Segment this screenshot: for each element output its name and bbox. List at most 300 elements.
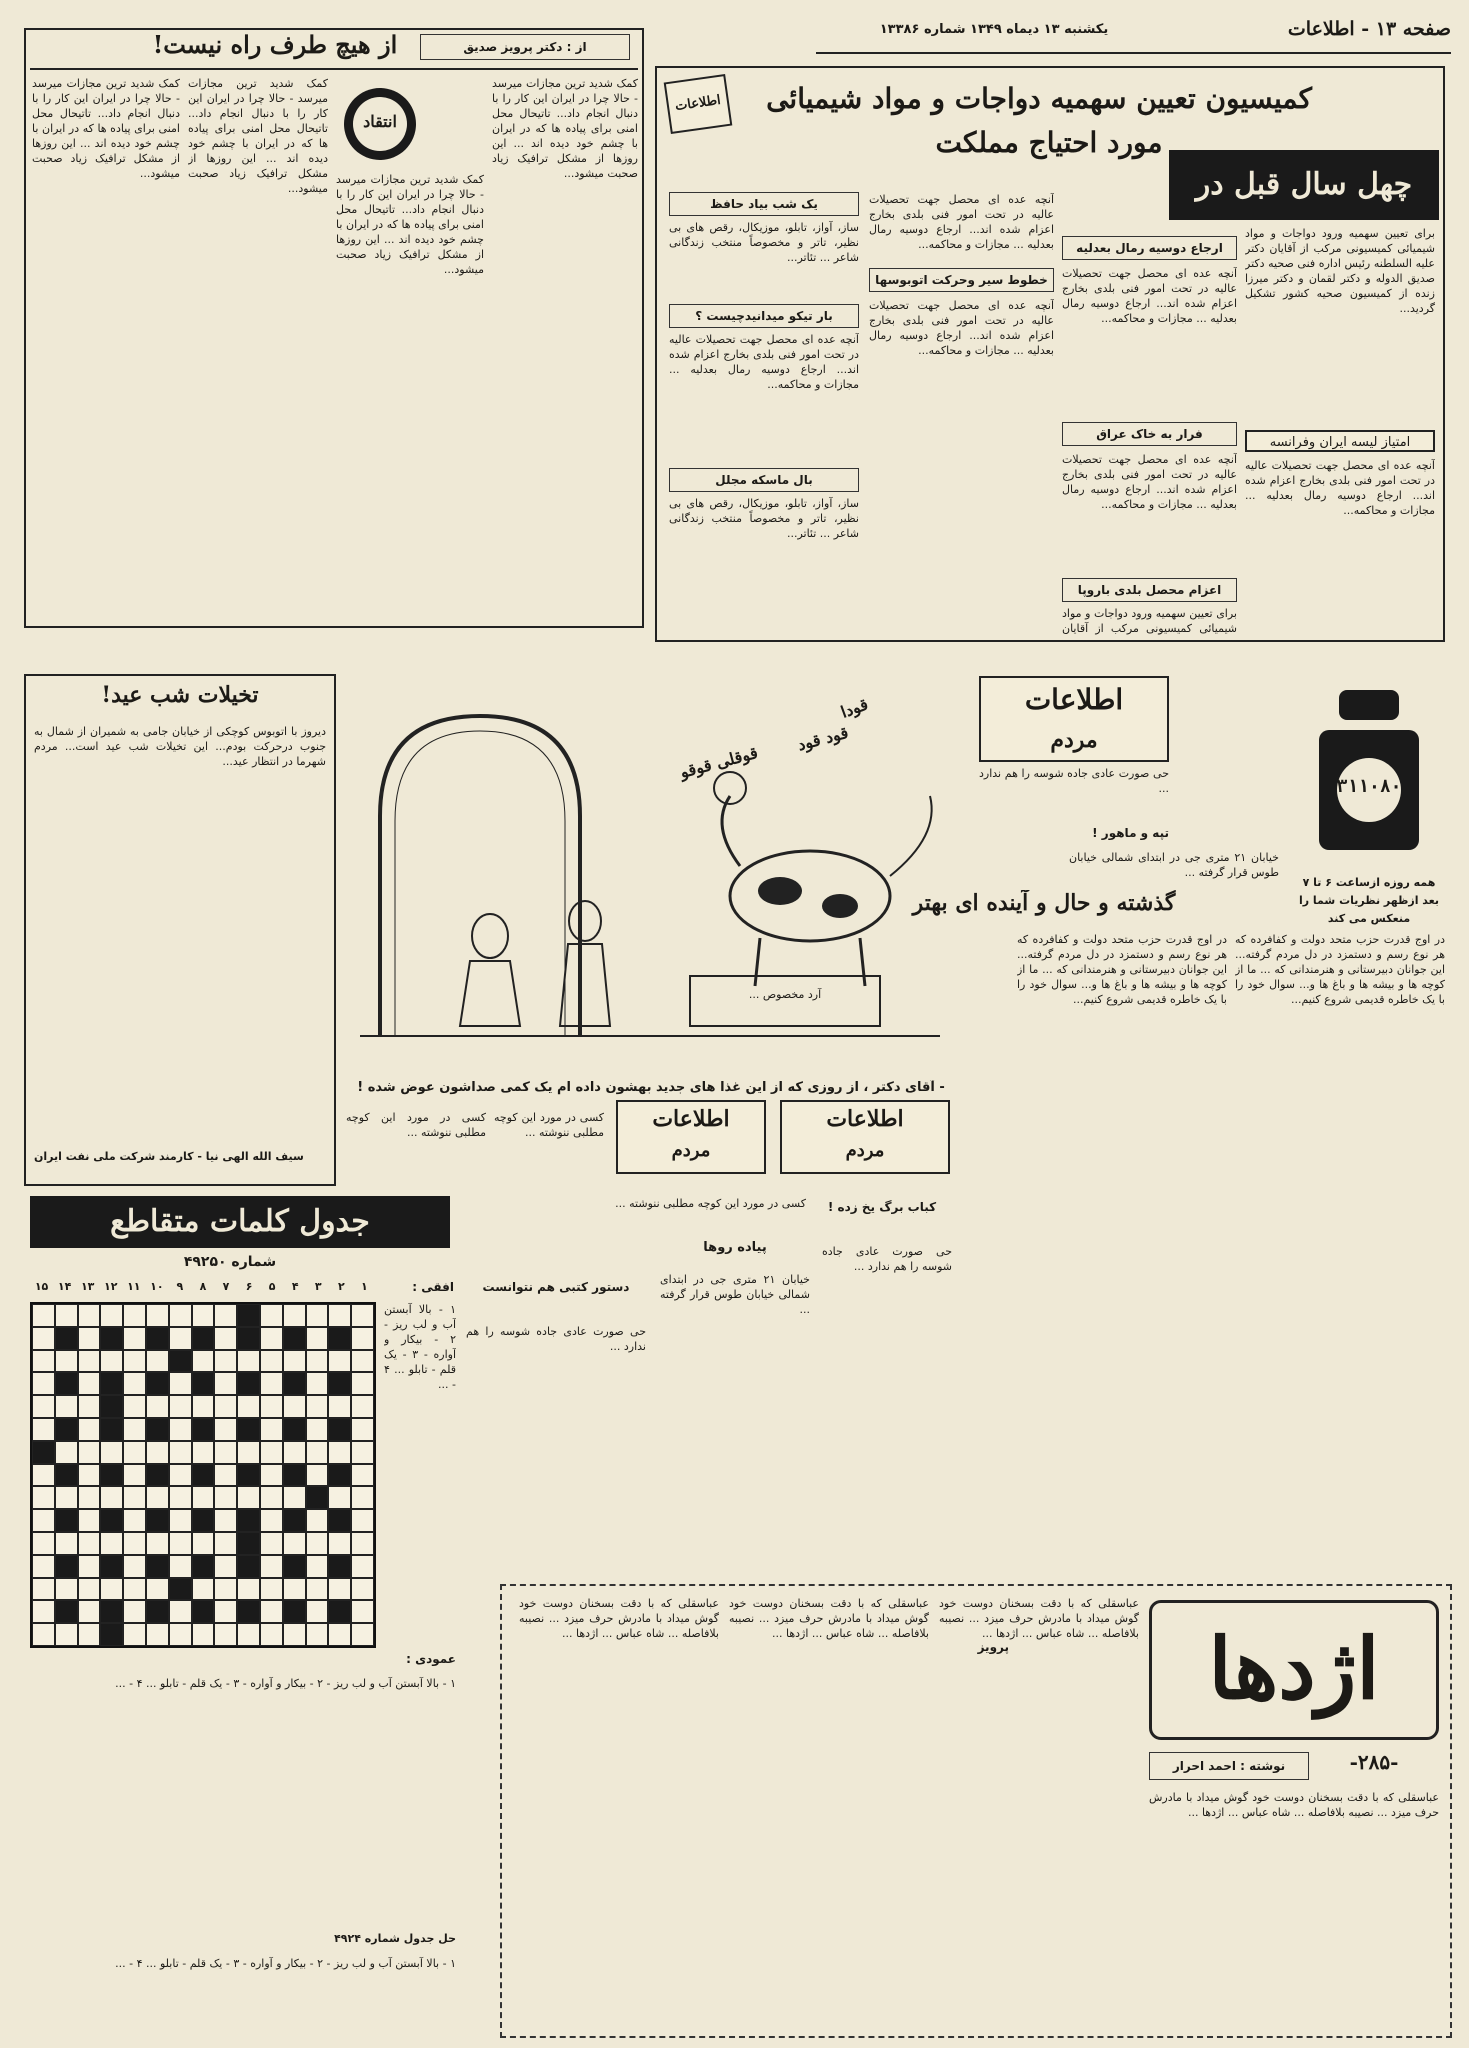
crossword-cell[interactable] bbox=[192, 1350, 215, 1373]
crossword-cell[interactable] bbox=[123, 1418, 146, 1441]
crossword-cell[interactable] bbox=[169, 1418, 192, 1441]
crossword-cell[interactable] bbox=[214, 1623, 237, 1646]
crossword-cell[interactable] bbox=[123, 1304, 146, 1327]
people-logo-1-line1: اطلاعات bbox=[1024, 683, 1124, 716]
crossword-cell bbox=[146, 1418, 169, 1441]
crossword-cell[interactable] bbox=[260, 1372, 283, 1395]
cartoon-under-text-2: کسی در مورد این کوچه مطلبی ننوشته ... bbox=[494, 1111, 604, 1139]
crossword-cell[interactable] bbox=[78, 1600, 101, 1623]
crossword-cell[interactable] bbox=[192, 1395, 215, 1418]
crossword-down-label: عمودی : bbox=[406, 1652, 456, 1666]
crossword-cell[interactable] bbox=[351, 1578, 374, 1601]
crossword-cell bbox=[237, 1555, 260, 1578]
crossword-cell[interactable] bbox=[32, 1304, 55, 1327]
crossword-cell bbox=[100, 1464, 123, 1487]
crossword-cell bbox=[146, 1509, 169, 1532]
crossword-cell[interactable] bbox=[123, 1372, 146, 1395]
azhdaha-col-3: عباسقلی که با دقت بسخنان دوست خود گوش میداد با مادرش حرف میزد ... نصیبه بلافاصله ... شاه عباس ... اژدها ... bbox=[729, 1597, 929, 1640]
crossword-cell[interactable] bbox=[146, 1304, 169, 1327]
crossword-cell[interactable] bbox=[78, 1623, 101, 1646]
crossword-grid[interactable] bbox=[30, 1302, 376, 1648]
col-num: ۱۲ bbox=[104, 1280, 118, 1293]
critique-badge bbox=[336, 84, 424, 164]
crossword-cell[interactable] bbox=[260, 1578, 283, 1601]
crossword-cell bbox=[306, 1486, 329, 1509]
crossword-cell[interactable] bbox=[78, 1418, 101, 1441]
nowhere-title: از هیچ طرف راه نیست! bbox=[152, 30, 398, 59]
crossword-cell[interactable] bbox=[214, 1464, 237, 1487]
crossword-cell[interactable] bbox=[214, 1555, 237, 1578]
crossword-cell bbox=[55, 1372, 78, 1395]
crossword-cell bbox=[192, 1555, 215, 1578]
news-body-4: برای تعیین سهمیه ورود دواجات و مواد شیمیائی کمیسیونی مرکب از آقایان bbox=[1062, 607, 1237, 635]
crossword-cell[interactable] bbox=[78, 1464, 101, 1487]
crossword-cell bbox=[32, 1441, 55, 1464]
crossword-cell[interactable] bbox=[306, 1578, 329, 1601]
crossword-cell bbox=[100, 1418, 123, 1441]
crossword-cell[interactable] bbox=[214, 1418, 237, 1441]
crossword-cell[interactable] bbox=[214, 1441, 237, 1464]
crossword-cell[interactable] bbox=[260, 1418, 283, 1441]
crossword-cell[interactable] bbox=[260, 1395, 283, 1418]
crossword-cell bbox=[328, 1600, 351, 1623]
azhdaha-author: نوشته : احمد احرار bbox=[1149, 1752, 1309, 1780]
crossword-cell bbox=[237, 1464, 260, 1487]
crossword-cell bbox=[100, 1372, 123, 1395]
crossword-cell[interactable] bbox=[237, 1395, 260, 1418]
people-logo-3 bbox=[780, 1100, 950, 1174]
crossword-cell[interactable] bbox=[328, 1578, 351, 1601]
crossword-cell[interactable] bbox=[78, 1395, 101, 1418]
crossword-cell[interactable] bbox=[32, 1418, 55, 1441]
crossword-cell[interactable] bbox=[169, 1464, 192, 1487]
crossword-cell[interactable] bbox=[32, 1327, 55, 1350]
nowhere-author: از : دکتر پرویز صدیق bbox=[420, 34, 630, 60]
col-num: ۱۵ bbox=[34, 1280, 49, 1293]
crossword-cell[interactable] bbox=[55, 1441, 78, 1464]
crossword-cell[interactable] bbox=[283, 1350, 306, 1373]
cartoon-drawing bbox=[340, 676, 960, 1076]
crossword-cell[interactable] bbox=[169, 1395, 192, 1418]
crossword-cell[interactable] bbox=[78, 1578, 101, 1601]
crossword-cell[interactable] bbox=[237, 1350, 260, 1373]
crossword-cell[interactable] bbox=[78, 1532, 101, 1555]
nowhere-col-1: کمک شدید ترین مجازات میرسد - حالا چرا در ایران این کار را با دنبال انجام داد... تاتیحال محل امنی برای پیاده ها که در ایران با چشم خود دیده اند ... این روزها از مشکل ترافیک زیاد صحبت میشود... bbox=[32, 77, 180, 180]
crossword-solution-text: ۱ - بالا آبستن آب و لب ریز - ۲ - بیکار و آواره - ۳ - یک قلم - تابلو ... ۴ - ... bbox=[115, 1957, 456, 1970]
crossword-cell[interactable] bbox=[237, 1486, 260, 1509]
people-snippet-5-title: دستور کتبی هم نتوانست bbox=[482, 1280, 630, 1294]
azhdaha-col-2: عباسقلی که با دقت بسخنان دوست خود گوش میداد با مادرش حرف میزد ... نصیبه بلافاصله ... شاه عباس ... اژدها ... bbox=[939, 1597, 1139, 1640]
crossword-cell[interactable] bbox=[192, 1486, 215, 1509]
crossword-cell bbox=[55, 1509, 78, 1532]
crossword-cell[interactable] bbox=[32, 1509, 55, 1532]
people-logo-1 bbox=[979, 676, 1169, 762]
crossword-cell[interactable] bbox=[55, 1623, 78, 1646]
cartoon-box-label: آرد مخصوص ... bbox=[748, 988, 822, 1001]
crossword-cell[interactable] bbox=[32, 1555, 55, 1578]
crossword-cell bbox=[100, 1555, 123, 1578]
crossword-cell[interactable] bbox=[306, 1532, 329, 1555]
crossword-cell[interactable] bbox=[123, 1623, 146, 1646]
crossword-cell[interactable] bbox=[260, 1532, 283, 1555]
crossword-cell[interactable] bbox=[351, 1395, 374, 1418]
crossword-cell bbox=[100, 1327, 123, 1350]
col-num: ۳ bbox=[314, 1280, 322, 1293]
header-rule bbox=[816, 52, 1451, 54]
crossword-cell[interactable] bbox=[169, 1486, 192, 1509]
crossword-across-label: افقی : bbox=[412, 1280, 454, 1294]
news-body-2: آنچه عده ای محصل جهت تحصیلات عالیه در تحت امور فنی بلدی بخارج اعزام شده اند... ارجاع دوسیه رمال بعدلیه ... مجازات و محاکمه... bbox=[869, 299, 1054, 357]
news-body-1: آنچه عده ای محصل جهت تحصیلات عالیه در تحت امور فنی بلدی بخارج اعزام شده اند... ارجاع دوسیه رمال بعدلیه ... مجازات و محاکمه... bbox=[1062, 267, 1237, 325]
ettelaat-logo-text: اطلاعات bbox=[674, 92, 722, 115]
crossword-cell[interactable] bbox=[351, 1441, 374, 1464]
nowhere-col-3: کمک شدید ترین مجازات میرسد - حالا چرا در ایران این کار را با دنبال انجام داد... تاتیحال محل امنی برای پیاده ها که در ایران با چشم خود دیده اند ... این روزها از مشکل ترافیک زیاد صحبت میشود... bbox=[336, 173, 484, 276]
crossword-cell[interactable] bbox=[32, 1578, 55, 1601]
side-body-2: ساز، آواز، تابلو، موزیکال، رقص های بی نظیر، تاتر و مخصوصاً منتخب زندگانی شاعر ... تئاتر... bbox=[669, 497, 859, 540]
people-snippet-5: حی صورت عادی جاده شوسه را هم ندارد ... bbox=[466, 1325, 646, 1353]
crossword-cell[interactable] bbox=[260, 1441, 283, 1464]
crossword-cell[interactable] bbox=[306, 1464, 329, 1487]
crossword-cell[interactable] bbox=[351, 1372, 374, 1395]
crossword-cell[interactable] bbox=[169, 1327, 192, 1350]
crossword-cell[interactable] bbox=[123, 1327, 146, 1350]
crossword-cell[interactable] bbox=[192, 1441, 215, 1464]
crossword-cell[interactable] bbox=[100, 1578, 123, 1601]
col-num: ۱۱ bbox=[127, 1280, 141, 1293]
crossword-cell bbox=[283, 1600, 306, 1623]
crossword-cell[interactable] bbox=[351, 1532, 374, 1555]
crossword-cell[interactable] bbox=[100, 1486, 123, 1509]
crossword-cell[interactable] bbox=[78, 1441, 101, 1464]
crossword-cell[interactable] bbox=[78, 1372, 101, 1395]
crossword-cell[interactable] bbox=[100, 1304, 123, 1327]
crossword-cell[interactable] bbox=[78, 1304, 101, 1327]
crossword-cell bbox=[283, 1509, 306, 1532]
crossword-cell[interactable] bbox=[32, 1350, 55, 1373]
crossword-cell[interactable] bbox=[169, 1555, 192, 1578]
crossword-cell bbox=[100, 1509, 123, 1532]
crossword-cell[interactable] bbox=[192, 1623, 215, 1646]
crossword-cell[interactable] bbox=[55, 1395, 78, 1418]
crossword-cell[interactable] bbox=[283, 1441, 306, 1464]
crossword-cell[interactable] bbox=[306, 1441, 329, 1464]
crossword-cell[interactable] bbox=[55, 1578, 78, 1601]
crossword-cell bbox=[328, 1464, 351, 1487]
past-present-author: پرویز bbox=[977, 1640, 1009, 1654]
news-heading-3: فرار به خاک عراق bbox=[1062, 422, 1237, 446]
crossword-cell bbox=[55, 1464, 78, 1487]
crossword-cell[interactable] bbox=[328, 1532, 351, 1555]
crossword-cell[interactable] bbox=[351, 1464, 374, 1487]
crossword-cell bbox=[55, 1555, 78, 1578]
azhdaha-col-1: عباسقلی که با دقت بسخنان دوست خود گوش میداد با مادرش حرف میزد ... نصیبه بلافاصله ... شاه عباس ... اژدها ... bbox=[1149, 1791, 1439, 1819]
crossword-cell[interactable] bbox=[214, 1395, 237, 1418]
news-heading-2: خطوط سیر وحرکت اتوبوسها bbox=[869, 268, 1054, 292]
crossword-cell bbox=[328, 1327, 351, 1350]
crossword-cell bbox=[328, 1509, 351, 1532]
crossword-cell[interactable] bbox=[123, 1350, 146, 1373]
crossword-solution-note: حل جدول شماره ۴۹۲۴ bbox=[334, 1932, 456, 1945]
date-issue: یکشنبه ۱۳ دیماه ۱۳۴۹ شماره ۱۳۳۸۶ bbox=[879, 22, 1109, 37]
crossword-cell[interactable] bbox=[123, 1509, 146, 1532]
crossword-cell[interactable] bbox=[78, 1327, 101, 1350]
crossword-cell[interactable] bbox=[192, 1304, 215, 1327]
crossword-cell[interactable] bbox=[78, 1486, 101, 1509]
crossword-cell[interactable] bbox=[328, 1623, 351, 1646]
col-num: ۲ bbox=[337, 1280, 345, 1293]
nowhere-rule bbox=[30, 68, 638, 70]
speech-bubble-1: قودا bbox=[838, 694, 871, 722]
phone-note: همه روزه ازساعت ۶ تا ۷ بعد ازظهر نظریات شما را منعکس می کند bbox=[1299, 876, 1439, 925]
crossword-cell[interactable] bbox=[169, 1600, 192, 1623]
crossword-cell[interactable] bbox=[328, 1395, 351, 1418]
crossword-cell[interactable] bbox=[192, 1532, 215, 1555]
crossword-cell[interactable] bbox=[123, 1532, 146, 1555]
col-num: ۵ bbox=[268, 1280, 276, 1293]
phone-number: ۳۱۱۰۸۰ bbox=[1336, 776, 1402, 797]
forty-years-title: چهل سال قبل در bbox=[1169, 150, 1439, 220]
crossword-cell bbox=[169, 1578, 192, 1601]
people-snippet-6: کسی در مورد این کوچه مطلبی ننوشته ... bbox=[615, 1197, 806, 1210]
crossword-cell[interactable] bbox=[146, 1532, 169, 1555]
commission-title-2: مورد احتیاج مملکت bbox=[935, 126, 1163, 159]
crossword-cell[interactable] bbox=[260, 1600, 283, 1623]
eid-signature: سیف الله الهی نیا - کارمند شرکت ملی نفت ایران bbox=[34, 1150, 304, 1163]
crossword-cell[interactable] bbox=[55, 1532, 78, 1555]
crossword-cell[interactable] bbox=[351, 1555, 374, 1578]
crossword-cell bbox=[169, 1350, 192, 1373]
crossword-cell[interactable] bbox=[351, 1509, 374, 1532]
crossword-cell bbox=[192, 1372, 215, 1395]
crossword-cell[interactable] bbox=[32, 1486, 55, 1509]
crossword-cell[interactable] bbox=[100, 1532, 123, 1555]
crossword-col-numbers bbox=[30, 1280, 376, 1300]
past-present-col-2: در اوج قدرت حزب متحد دولت و کفافرده که هر نوع رسم و دستمزد در دل مردم گرفته... این جوانان دبیرستانی و هنرمندانی که ... ما از کوچه ها و بیشه ها و باغ ها و... سوال خود را با یک خاطره قدیمی شروع کنیم... bbox=[1017, 933, 1227, 1006]
crossword-cell[interactable] bbox=[351, 1327, 374, 1350]
crossword-cell[interactable] bbox=[146, 1350, 169, 1373]
crossword-cell[interactable] bbox=[260, 1327, 283, 1350]
crossword-cell bbox=[192, 1464, 215, 1487]
crossword-cell[interactable] bbox=[306, 1395, 329, 1418]
crossword-cell[interactable] bbox=[283, 1623, 306, 1646]
crossword-cell[interactable] bbox=[283, 1486, 306, 1509]
news-body-3: آنچه عده ای محصل جهت تحصیلات عالیه در تحت امور فنی بلدی بخارج اعزام شده اند... ارجاع دوسیه رمال بعدلیه ... مجازات و محاکمه... bbox=[1062, 453, 1237, 511]
people-snippet-2: خیابان ۲۱ متری جی در ابتدای شمالی خیابان طوس قرار گرفته ... bbox=[1069, 851, 1279, 879]
crossword-cell bbox=[100, 1623, 123, 1646]
hafez-body: ساز، آواز، تابلو، موزیکال، رقص های بی نظیر، تاتر و مخصوصاً منتخب زندگانی شاعر ... تئاتر... bbox=[669, 221, 859, 264]
side-body-1: آنچه عده ای محصل جهت تحصیلات عالیه در تحت امور فنی بلدی بخارج اعزام شده اند... ارجاع دوسیه رمال بعدلیه ... مجازات و محاکمه... bbox=[669, 333, 859, 391]
crossword-cell[interactable] bbox=[214, 1578, 237, 1601]
crossword-cell[interactable] bbox=[169, 1304, 192, 1327]
col-num: ۴ bbox=[291, 1280, 299, 1293]
crossword-cell bbox=[328, 1555, 351, 1578]
crossword-cell bbox=[237, 1372, 260, 1395]
crossword-cell[interactable] bbox=[351, 1418, 374, 1441]
crossword-cell[interactable] bbox=[214, 1350, 237, 1373]
col-num: ۱ bbox=[361, 1280, 368, 1293]
crossword-cell[interactable] bbox=[260, 1464, 283, 1487]
crossword-cell[interactable] bbox=[306, 1350, 329, 1373]
crossword-cell bbox=[192, 1600, 215, 1623]
crossword-cell bbox=[146, 1327, 169, 1350]
ettelaat-logo bbox=[664, 74, 733, 134]
crossword-cell[interactable] bbox=[260, 1350, 283, 1373]
crossword-cell[interactable] bbox=[78, 1350, 101, 1373]
crossword-cell[interactable] bbox=[306, 1623, 329, 1646]
people-snippet-1: حی صورت عادی جاده شوسه را هم ندارد ... bbox=[979, 767, 1169, 795]
crossword-cell[interactable] bbox=[283, 1578, 306, 1601]
crossword-cell[interactable] bbox=[306, 1418, 329, 1441]
col-num: ۱۰ bbox=[150, 1280, 164, 1293]
crossword-cell bbox=[237, 1509, 260, 1532]
crossword-cell[interactable] bbox=[328, 1486, 351, 1509]
crossword-cell[interactable] bbox=[351, 1304, 374, 1327]
nowhere-col-4: کمک شدید ترین مجازات میرسد - حالا چرا در ایران این کار را با دنبال انجام داد... تاتیحال محل امنی برای پیاده ها که در ایران با چشم خود دیده اند ... این روزها از مشکل ترافیک زیاد صحبت میشود... bbox=[492, 77, 638, 180]
phone-icon bbox=[1299, 680, 1439, 870]
crossword-cell[interactable] bbox=[55, 1350, 78, 1373]
crossword-cell[interactable] bbox=[260, 1486, 283, 1509]
people-logo-3-line2: مردم bbox=[845, 1140, 885, 1161]
people-logo-1-line2: مردم bbox=[1050, 727, 1098, 753]
crossword-cell[interactable] bbox=[283, 1304, 306, 1327]
crossword-cell[interactable] bbox=[146, 1395, 169, 1418]
nowhere-col-2: کمک شدید ترین مجازات میرسد - حالا چرا در ایران این کار را با دنبال انجام داد... تاتیحال محل امنی برای پیاده ها که در ایران با چشم خود دیده اند ... این روزها از مشکل ترافیک زیاد صحبت میشود... bbox=[188, 77, 328, 195]
crossword-cell[interactable] bbox=[351, 1600, 374, 1623]
crossword-cell bbox=[146, 1464, 169, 1487]
crossword-cell[interactable] bbox=[328, 1304, 351, 1327]
col-num: ۶ bbox=[245, 1280, 253, 1293]
crossword-cell[interactable] bbox=[328, 1350, 351, 1373]
side-heading-2: بال ماسکه مجلل bbox=[669, 468, 859, 492]
crossword-cell[interactable] bbox=[306, 1372, 329, 1395]
crossword-cell[interactable] bbox=[306, 1304, 329, 1327]
crossword-clues-down: ۱ - بالا آبستن آب و لب ریز - ۲ - بیکار و آواره - ۳ - یک قلم - تابلو ... ۴ - ... bbox=[115, 1677, 456, 1690]
news-body-2a: آنچه عده ای محصل جهت تحصیلات عالیه در تحت امور فنی بلدی بخارج اعزام شده اند... ارجاع دوسیه رمال بعدلیه ... مجازات و محاکمه... bbox=[869, 193, 1054, 251]
crossword-cell[interactable] bbox=[123, 1555, 146, 1578]
crossword-cell bbox=[283, 1372, 306, 1395]
azhdaha-episode: -۲۸۵- bbox=[1349, 1750, 1399, 1774]
crossword-cell[interactable] bbox=[351, 1350, 374, 1373]
crossword-cell[interactable] bbox=[32, 1372, 55, 1395]
crossword-cell[interactable] bbox=[32, 1532, 55, 1555]
cartoon-under-text-1: کسی در مورد این کوچه مطلبی ننوشته ... bbox=[346, 1111, 486, 1139]
crossword-cell[interactable] bbox=[55, 1304, 78, 1327]
crossword-cell bbox=[55, 1418, 78, 1441]
crossword-cell bbox=[328, 1372, 351, 1395]
crossword-cell[interactable] bbox=[146, 1486, 169, 1509]
azhdaha-col-4: عباسقلی که با دقت بسخنان دوست خود گوش میداد با مادرش حرف میزد ... نصیبه بلافاصله ... شاه عباس ... اژدها ... bbox=[519, 1597, 719, 1640]
crossword-cell bbox=[237, 1600, 260, 1623]
crossword-cell bbox=[237, 1532, 260, 1555]
crossword-cell[interactable] bbox=[260, 1555, 283, 1578]
crossword-cell[interactable] bbox=[169, 1509, 192, 1532]
crossword-cell[interactable] bbox=[237, 1441, 260, 1464]
lycee-body: آنچه عده ای محصل جهت تحصیلات عالیه در تحت امور فنی بلدی بخارج اعزام شده اند... ارجاع دوسیه رمال بعدلیه ... مجازات و محاکمه... bbox=[1245, 459, 1435, 517]
commission-title-1: کمیسیون تعیین سهمیه دواجات و مواد شیمیائی bbox=[766, 82, 1312, 115]
col-num: ۹ bbox=[176, 1280, 184, 1293]
crossword-cell[interactable] bbox=[169, 1623, 192, 1646]
crossword-cell[interactable] bbox=[78, 1509, 101, 1532]
crossword-cell bbox=[100, 1600, 123, 1623]
crossword-cell[interactable] bbox=[146, 1623, 169, 1646]
crossword-cell bbox=[283, 1327, 306, 1350]
crossword-cell[interactable] bbox=[283, 1532, 306, 1555]
crossword-cell[interactable] bbox=[214, 1304, 237, 1327]
crossword-cell[interactable] bbox=[123, 1486, 146, 1509]
crossword-cell[interactable] bbox=[260, 1509, 283, 1532]
crossword-cell[interactable] bbox=[260, 1304, 283, 1327]
news-heading-4: اعزام محصل بلدی باروپا bbox=[1062, 578, 1237, 602]
crossword-cell[interactable] bbox=[306, 1327, 329, 1350]
crossword-cell bbox=[237, 1304, 260, 1327]
crossword-cell[interactable] bbox=[123, 1600, 146, 1623]
crossword-cell bbox=[192, 1418, 215, 1441]
crossword-cell[interactable] bbox=[306, 1509, 329, 1532]
crossword-cell[interactable] bbox=[306, 1600, 329, 1623]
crossword-cell[interactable] bbox=[306, 1555, 329, 1578]
crossword-cell bbox=[283, 1464, 306, 1487]
crossword-cell[interactable] bbox=[214, 1532, 237, 1555]
crossword-cell[interactable] bbox=[100, 1350, 123, 1373]
crossword-cell[interactable] bbox=[214, 1509, 237, 1532]
crossword-cell[interactable] bbox=[351, 1486, 374, 1509]
crossword-cell[interactable] bbox=[100, 1441, 123, 1464]
crossword-cell[interactable] bbox=[32, 1623, 55, 1646]
crossword-cell[interactable] bbox=[32, 1395, 55, 1418]
col-num: ۸ bbox=[199, 1280, 207, 1293]
commission-body: برای تعیین سهمیه ورود دواجات و مواد شیمیائی کمیسیونی مرکب از آقایان دکتر علیه السلطنه رئیس اداره فنی صحیه دکتر صدیق الدوله و دکتر لقمان و دکتر میرزا زنده از کمیسیون صحیه کشور تشکیل گردید... bbox=[1245, 227, 1435, 315]
crossword-cell[interactable] bbox=[123, 1441, 146, 1464]
crossword-cell[interactable] bbox=[123, 1464, 146, 1487]
lycee-heading: امتیاز لیسه ایران وفرانسه bbox=[1245, 430, 1435, 452]
crossword-cell[interactable] bbox=[237, 1623, 260, 1646]
eid-body: دیروز با اتوبوس کوچکی از خیابان جامی به شمیران از شمال به جنوب درحرکت بودم... این تخیلات شب عید است... مردم شهرما در انتظار عید... bbox=[34, 725, 326, 768]
crossword-cell[interactable] bbox=[214, 1327, 237, 1350]
crossword-cell bbox=[146, 1372, 169, 1395]
eid-title: تخیلات شب عید! bbox=[101, 682, 259, 708]
crossword-cell[interactable] bbox=[123, 1395, 146, 1418]
crossword-cell[interactable] bbox=[283, 1395, 306, 1418]
crossword-cell[interactable] bbox=[214, 1486, 237, 1509]
crossword-cell[interactable] bbox=[351, 1623, 374, 1646]
crossword-cell[interactable] bbox=[328, 1441, 351, 1464]
crossword-cell bbox=[146, 1600, 169, 1623]
crossword-cell[interactable] bbox=[146, 1578, 169, 1601]
critique-label: انتقاد bbox=[363, 112, 397, 131]
crossword-cell bbox=[100, 1395, 123, 1418]
crossword-title: جدول کلمات متقاطع bbox=[30, 1196, 450, 1248]
crossword-cell[interactable] bbox=[192, 1578, 215, 1601]
crossword-cell bbox=[146, 1555, 169, 1578]
side-heading-1: بار تیکو میدانیدچیست ؟ bbox=[669, 304, 859, 328]
crossword-cell[interactable] bbox=[260, 1623, 283, 1646]
crossword-cell bbox=[328, 1418, 351, 1441]
crossword-cell[interactable] bbox=[78, 1555, 101, 1578]
crossword-cell[interactable] bbox=[146, 1441, 169, 1464]
crossword-cell[interactable] bbox=[169, 1532, 192, 1555]
crossword-cell[interactable] bbox=[169, 1372, 192, 1395]
crossword-cell[interactable] bbox=[123, 1578, 146, 1601]
crossword-cell[interactable] bbox=[169, 1441, 192, 1464]
crossword-cell[interactable] bbox=[214, 1600, 237, 1623]
crossword-cell[interactable] bbox=[214, 1372, 237, 1395]
col-num: ۱۳ bbox=[80, 1280, 95, 1293]
crossword-cell[interactable] bbox=[237, 1578, 260, 1601]
crossword-cell[interactable] bbox=[32, 1600, 55, 1623]
crossword-cell[interactable] bbox=[55, 1486, 78, 1509]
crossword-cell[interactable] bbox=[32, 1464, 55, 1487]
people-snippet-3-title: کباب برگ یخ زده ! bbox=[827, 1200, 937, 1214]
